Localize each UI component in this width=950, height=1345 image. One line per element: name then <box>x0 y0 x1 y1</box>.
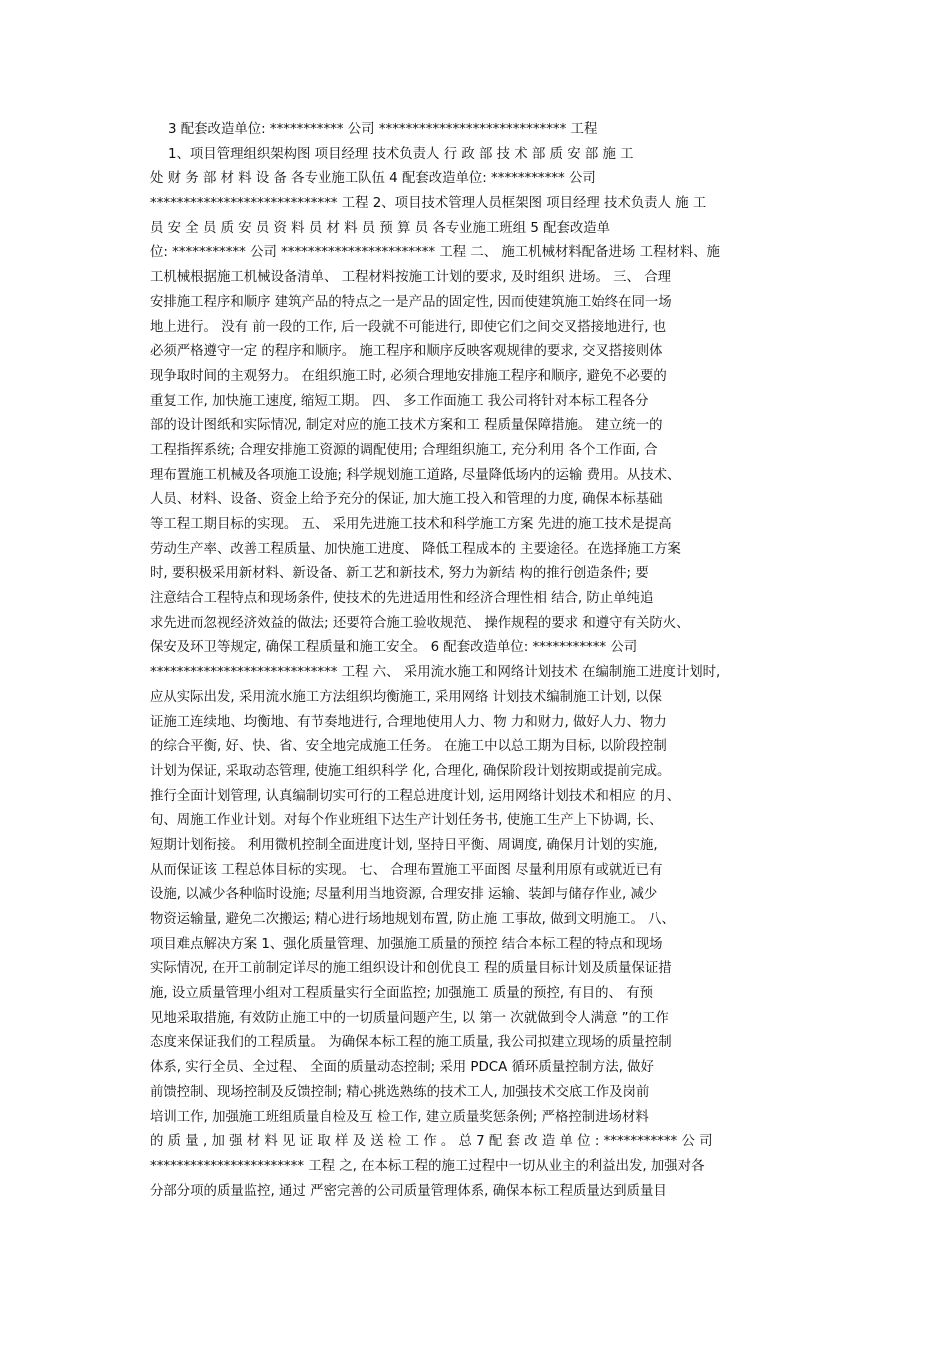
text-line: 处 财 务 部 材 料 设 备 各专业施工队伍 4 配套改造单位: *********** 公司 <box>150 171 596 187</box>
text-line: **************************** 工程 六、 采用流水施工和网络计划技术 在编制施工进度计划时, <box>150 665 721 681</box>
text-line: 必须严格遵守一定 的程序和顺序。 施工程序和顺序反映客观规律的要求, 交叉搭接则体 <box>150 344 663 360</box>
text-line: 保安及环卫等规定, 确保工程质量和施工安全。 6 配套改造单位: *********** 公司 <box>150 640 638 656</box>
text-line: 分部分项的质量监控, 通过 严密完善的公司质量管理体系, 确保本标工程质量达到质量目 <box>150 1183 667 1199</box>
text-line: 等工程工期目标的实现。 五、 采用先进施工技术和科学施工方案 先进的施工技术是提高 <box>150 517 672 532</box>
text-line: **************************** 工程 2、项目技术管理人员框架图 项目经理 技术负责人 施 工 <box>150 196 707 212</box>
text-line: 3 配套改造单位: *********** 公司 **************************** 工程 <box>168 122 598 137</box>
text-line: *********************** 工程 之, 在本标工程的施工过程中一切从业主的利益出发, 加强对各 <box>150 1158 705 1174</box>
text-line: 物资运输量, 避免二次搬运; 精心进行场地规划布置, 防止施 工事故, 做到文明施工。 八、 <box>150 912 675 927</box>
text-line: 位: *********** 公司 *********************** 工程 二、 施工机械材料配备进场 工程材料、施 <box>150 245 720 261</box>
text-line: 见地采取措施, 有效防止施工中的一切质量问题产生, 以 第一 次就做到令人满意 ”的工作 <box>150 1010 669 1026</box>
text-line: 推行全面计划管理, 认真编制切实可行的工程总进度计划, 运用网络计划技术和相应 的月、 <box>150 788 681 804</box>
text-line: 注意结合工程特点和现场条件, 使技术的先进适用性和经济合理性相 结合, 防止单纯追 <box>150 591 654 607</box>
text-line: 施, 设立质量管理小组对工程质量实行全面监控; 加强施工 质量的预控, 有目的、 有预 <box>150 986 653 1002</box>
text-line: 项目难点解决方案 1、强化质量管理、加强施工质量的预控 结合本标工程的特点和现场 <box>150 936 663 952</box>
text-line: 安排施工程序和顺序 建筑产品的特点之一是产品的固定性, 因而使建筑施工始终在同一场 <box>150 294 672 310</box>
text-line: 的综合平衡, 好、快、省、安全地完成施工任务。 在施工中以总工期为目标, 以阶段控制 <box>150 739 667 755</box>
text-line: 设施, 以减少各种临时设施; 尽量利用当地资源, 合理安排 运输、装卸与储存作业, 减少 <box>150 887 658 903</box>
text-line: 从而保证该 工程总体目标的实现。 七、 合理布置施工平面图 尽量利用原有或就近已有 <box>150 862 663 878</box>
text-line: 部的设计图纸和实际情况, 制定对应的施工技术方案和工 程质量保障措施。 建立统一的 <box>150 418 663 434</box>
text-line: 现争取时间的主观努力。 在组织施工时, 必须合理地安排施工程序和顺序, 避免不必要的 <box>150 368 667 384</box>
text-line: 劳动生产率、改善工程质量、加快施工进度、 降低工程成本的 主要途径。在选择施工方案 <box>150 541 681 557</box>
text-line: 求先进而忽视经济效益的做法; 还要符合施工验收规范、 操作规程的要求 和遵守有关防火、 <box>150 615 690 631</box>
text-line: 员 安 全 员 质 安 员 资 料 员 材 料 员 预 算 员 各专业施工班组 5 配套改造单 <box>150 220 611 236</box>
text-line: 重复工作, 加快施工速度, 缩短工期。 四、 多工作面施工 我公司将针对本标工程各分 <box>150 393 649 409</box>
text-line: 态度来保证我们的工程质量。 为确保本标工程的施工质量, 我公司拟建立现场的质量控制 <box>150 1035 672 1051</box>
text-line: 人员、材料、设备、资金上给予充分的保证, 加大施工投入和管理的力度, 确保本标基础 <box>150 492 663 508</box>
text-line: 前馈控制、现场控制及反馈控制; 精心挑选熟练的技术工人, 加强技术交底工作及岗前 <box>150 1084 650 1100</box>
text-line: 理布置施工机械及各项施工设施; 科学规划施工道路, 尽量降低场内的运输 费用。从技术、 <box>150 467 681 483</box>
text-line: 体系, 实行全员、全过程、 全面的质量动态控制; 采用 PDCA 循环质量控制方法, 做好 <box>150 1060 654 1076</box>
text-line: 的 质 量 , 加 强 材 料 见 证 取 样 及 送 检 工 作 。 总 7 配 套 改 造 单 位 : *********** 公 司 <box>150 1134 713 1150</box>
text-line: 实际情况, 在开工前制定详尽的施工组织设计和创优良工 程的质量目标计划及质量保证措 <box>150 961 672 977</box>
text-line: 证施工连续地、均衡地、有节奏地进行, 合理地使用人力、物 力和财力, 做好人力、物力 <box>150 714 667 730</box>
text-line: 1、项目管理组织架构图 项目经理 技术负责人 行 政 部 技 术 部 质 安 部 施 工 <box>168 146 634 162</box>
text-line: 旬、周施工作业计划。对每个作业班组下达生产计划任务书, 使施工生产上下协调, 长、 <box>150 813 663 829</box>
text-line: 计划为保证, 采取动态管理, 使施工组织科学 化, 合理化, 确保阶段计划按期或提前完成。 <box>150 763 671 779</box>
text-line: 时, 要积极采用新材料、新设备、新工艺和新技术, 努力为新结 构的推行创造条件; 要 <box>150 566 649 582</box>
text-line: 工机械根据施工机械设备清单、 工程材料按施工计划的要求, 及时组织 进场。 三、 合理 <box>150 270 671 286</box>
text-line: 培训工作, 加强施工班组质量自检及互 检工作, 建立质量奖惩条例; 严格控制进场材料 <box>150 1109 649 1125</box>
body-text <box>150 118 806 1204</box>
text-line: 工程指挥系统; 合理安排施工资源的调配使用; 合理组织施工, 充分利用 各个工作面, 合 <box>150 442 658 458</box>
text-line: 短期计划衔接。 利用微机控制全面进度计划, 坚持日平衡、周调度, 确保月计划的实施, <box>150 837 658 853</box>
text-line: 应从实际出发, 采用流水施工方法组织均衡施工, 采用网络 计划技术编制施工计划, 以保 <box>150 689 662 705</box>
text-line: 地上进行。 没有 前一段的工作, 后一段就不可能进行, 即使它们之间交叉搭接地进行, 也 <box>150 319 667 335</box>
